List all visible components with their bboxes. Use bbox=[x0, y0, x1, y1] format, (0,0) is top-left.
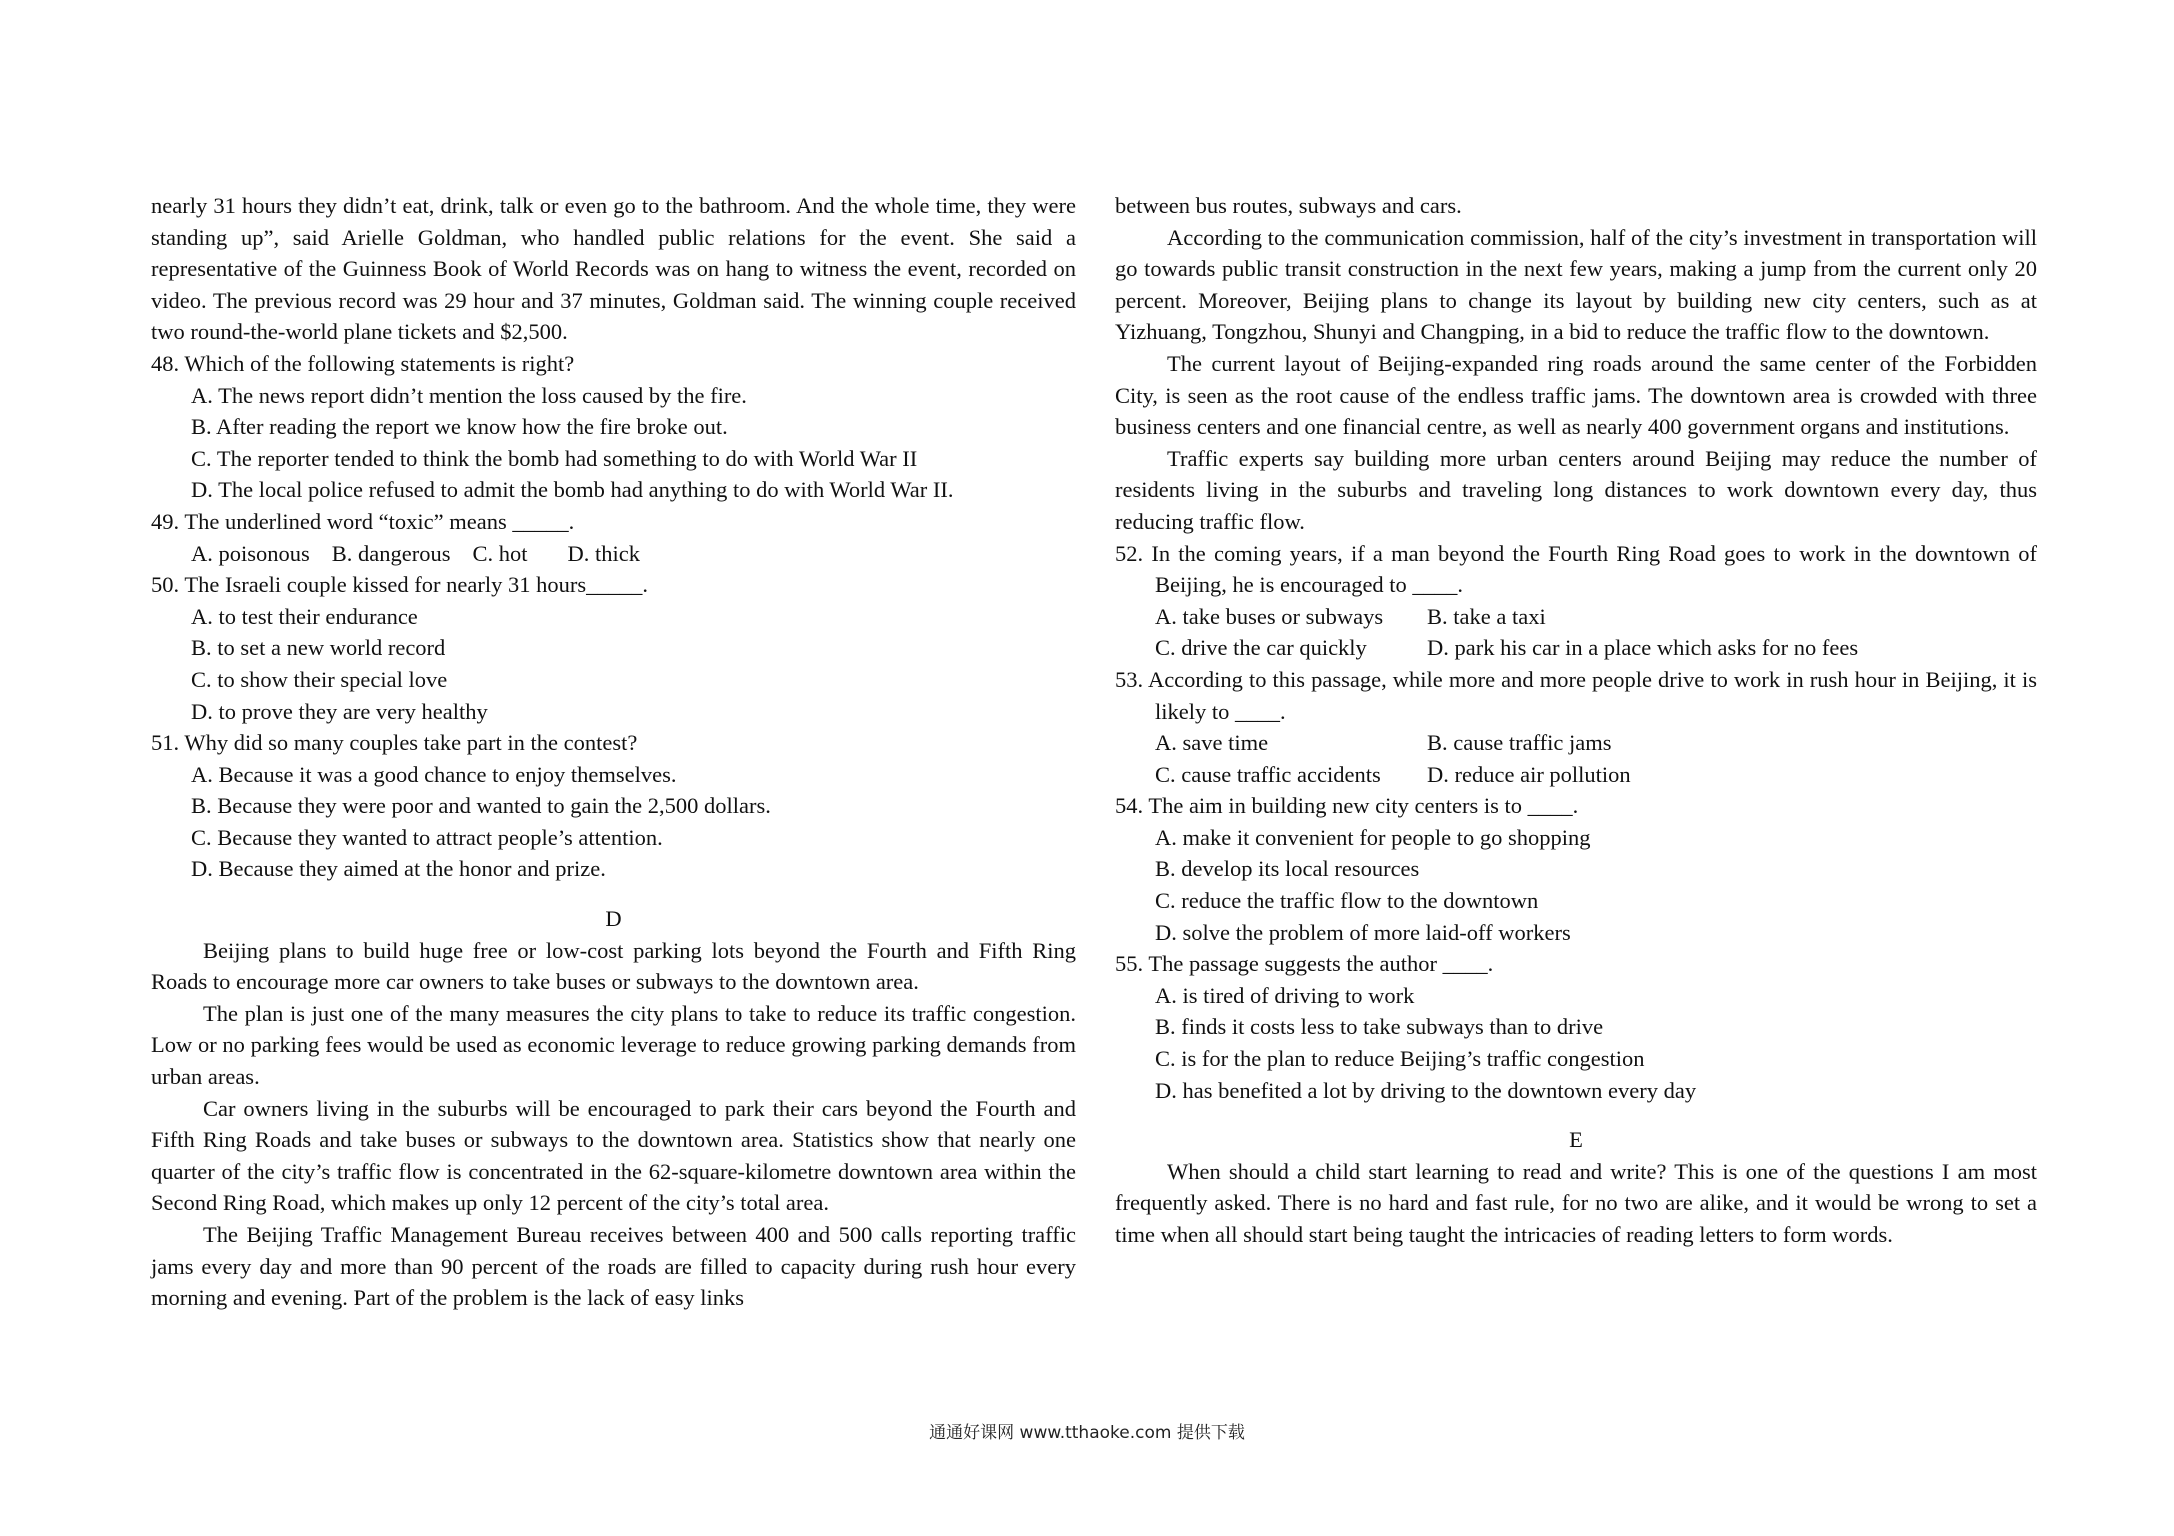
question-50 bbox=[151, 569, 1076, 727]
page-footer: 通通好课网 www.tthaoke.com 提供下载 bbox=[929, 1423, 1245, 1443]
option-b: B. finds it costs less to take subways than to drive bbox=[1155, 1014, 1604, 1040]
passage-paragraph: According to the communication commission, half of the city’s investment in transportation will go towards public transit construction in the next few years, making a jump from the current only 20 percent. Moreover, Beijing plans to change its layout by building new city centers, such as at Yizhuang, Tongzhou, Shunyi and Changping, in a bid to reduce the traffic flow to the downtown. bbox=[1115, 224, 2037, 345]
section-d-paragraph: Car owners living in the suburbs will be encouraged to park their cars beyond the Fourth and Fifth Ring Roads and take buses or subways to the downtown area. Statistics show that nearly one quarter of the city’s traffic flow is concentrated in the 62-square-kilometre downtown area within the Second Ring Road, which makes up only 12 percent of the city’s total area. bbox=[151, 1095, 1076, 1216]
option-d: D. has benefited a lot by driving to the downtown every day bbox=[1155, 1077, 1697, 1103]
section-d-title: D bbox=[605, 906, 622, 932]
option-c: C. cause traffic accidents bbox=[1155, 761, 1381, 787]
option-c: C. reduce the traffic flow to the downtown bbox=[1155, 888, 1539, 914]
section-d-paragraph: The Beijing Traffic Management Bureau receives between 400 and 500 calls reporting traffic jams every day and more than 90 percent of the roads are filled to capacity during rush hour every morning and evening. Part of the problem is the lack of easy links bbox=[151, 1222, 1076, 1311]
option-d: D. park his car in a place which asks for no fees bbox=[1427, 635, 1859, 661]
question-52 bbox=[1115, 538, 2037, 664]
option-c: C. drive the car quickly bbox=[1155, 635, 1367, 661]
question-stem: 55. The passage suggests the author ____. bbox=[1115, 951, 1494, 977]
option-d: D. solve the problem of more laid-off workers bbox=[1155, 919, 1571, 945]
option-d: D. reduce air pollution bbox=[1427, 761, 1631, 787]
left-column bbox=[151, 190, 1076, 1314]
option-c: C. hot bbox=[472, 540, 528, 566]
question-stem: 54. The aim in building new city centers is to ____. bbox=[1115, 793, 1579, 819]
question-54 bbox=[1115, 790, 2037, 948]
option-b: B. Because they were poor and wanted to gain the 2,500 dollars. bbox=[191, 793, 771, 819]
continuation-line: between bus routes, subways and cars. bbox=[1115, 193, 1462, 218]
right-column bbox=[1115, 190, 2037, 1251]
option-a: A. is tired of driving to work bbox=[1155, 982, 1415, 1008]
options-row bbox=[151, 538, 1076, 570]
section-e-paragraph: When should a child start learning to read and write? This is one of the questions I am most frequently asked. There is no hard and fast rule, for no two are alike, and it would be wrong to set a time when all should start being taught the intricacies of reading letters to form words. bbox=[1115, 1158, 2037, 1247]
option-b: B. take a taxi bbox=[1427, 603, 1546, 629]
option-b: B. After reading the report we know how the fire broke out. bbox=[191, 414, 728, 440]
question-stem: 52. In the coming years, if a man beyond the Fourth Ring Road goes to work in the downtown of Beijing, he is encouraged to ____. bbox=[1115, 540, 2037, 598]
question-49 bbox=[151, 506, 1076, 569]
option-a: A. Because it was a good chance to enjoy themselves. bbox=[191, 761, 677, 787]
option-b: B. cause traffic jams bbox=[1427, 730, 1612, 756]
question-stem: 51. Why did so many couples take part in the contest? bbox=[151, 730, 638, 756]
option-d: D. to prove they are very healthy bbox=[191, 698, 488, 724]
options-grid bbox=[1115, 727, 2037, 790]
question-55 bbox=[1115, 948, 2037, 1106]
options-grid bbox=[1115, 601, 2037, 664]
question-48 bbox=[151, 348, 1076, 506]
option-c: C. Because they wanted to attract people’s attention. bbox=[191, 824, 663, 850]
option-d: D. The local police refused to admit the bomb had anything to do with World War II. bbox=[191, 477, 954, 503]
option-a: A. poisonous bbox=[191, 540, 310, 566]
option-a: A. The news report didn’t mention the loss caused by the fire. bbox=[191, 382, 747, 408]
question-stem: 49. The underlined word “toxic” means _____. bbox=[151, 508, 575, 534]
question-stem: 48. Which of the following statements is right? bbox=[151, 350, 575, 376]
intro-paragraph: nearly 31 hours they didn’t eat, drink, talk or even go to the bathroom. And the whole time, they were standing up”, said Arielle Goldman, who handled public relations for the event. She said a representative of the Guinness Book of World Records was on hang to witness the event, recorded on video. The previous record was 29 hour and 37 minutes, Goldman said. The winning couple received two round-the-world plane tickets and $2,500. bbox=[151, 193, 1076, 345]
option-a: A. take buses or subways bbox=[1155, 603, 1384, 629]
question-51 bbox=[151, 727, 1076, 885]
option-d: D. Because they aimed at the honor and prize. bbox=[191, 856, 606, 882]
passage-paragraph: Traffic experts say building more urban centers around Beijing may reduce the number of residents living in the suburbs and traveling long distances to work downtown every day, thus reducing traffic flow. bbox=[1115, 445, 2037, 534]
question-stem: 50. The Israeli couple kissed for nearly 31 hours_____. bbox=[151, 572, 648, 598]
option-b: B. dangerous bbox=[331, 540, 451, 566]
option-a: A. save time bbox=[1155, 730, 1269, 756]
option-b: B. develop its local resources bbox=[1155, 856, 1420, 882]
question-stem: 53. According to this passage, while more and more people drive to work in rush hour in Beijing, it is likely to ____. bbox=[1115, 666, 2037, 724]
option-c: C. to show their special love bbox=[191, 666, 448, 692]
option-d: D. thick bbox=[567, 540, 641, 566]
section-d-paragraph: The plan is just one of the many measures the city plans to take to reduce its traffic congestion. Low or no parking fees would be used as economic leverage to reduce growing parking demands from urban areas. bbox=[151, 1000, 1076, 1090]
option-c: C. is for the plan to reduce Beijing’s traffic congestion bbox=[1155, 1046, 1645, 1072]
option-a: A. to test their endurance bbox=[191, 603, 418, 629]
section-e-title: E bbox=[1569, 1127, 1583, 1153]
option-b: B. to set a new world record bbox=[191, 635, 446, 661]
question-53 bbox=[1115, 664, 2037, 790]
passage-paragraph: The current layout of Beijing-expanded ring roads around the same center of the Forbidden City, is seen as the root cause of the endless traffic jams. The downtown area is crowded with three business centers and one financial centre, as well as nearly 400 government organs and institutions. bbox=[1115, 350, 2037, 440]
option-a: A. make it convenient for people to go shopping bbox=[1155, 824, 1591, 850]
section-d-paragraph: Beijing plans to build huge free or low-cost parking lots beyond the Fourth and Fifth Ring Roads to encourage more car owners to take buses or subways to the downtown area. bbox=[151, 937, 1076, 995]
option-c: C. The reporter tended to think the bomb had something to do with World War II bbox=[191, 445, 918, 471]
